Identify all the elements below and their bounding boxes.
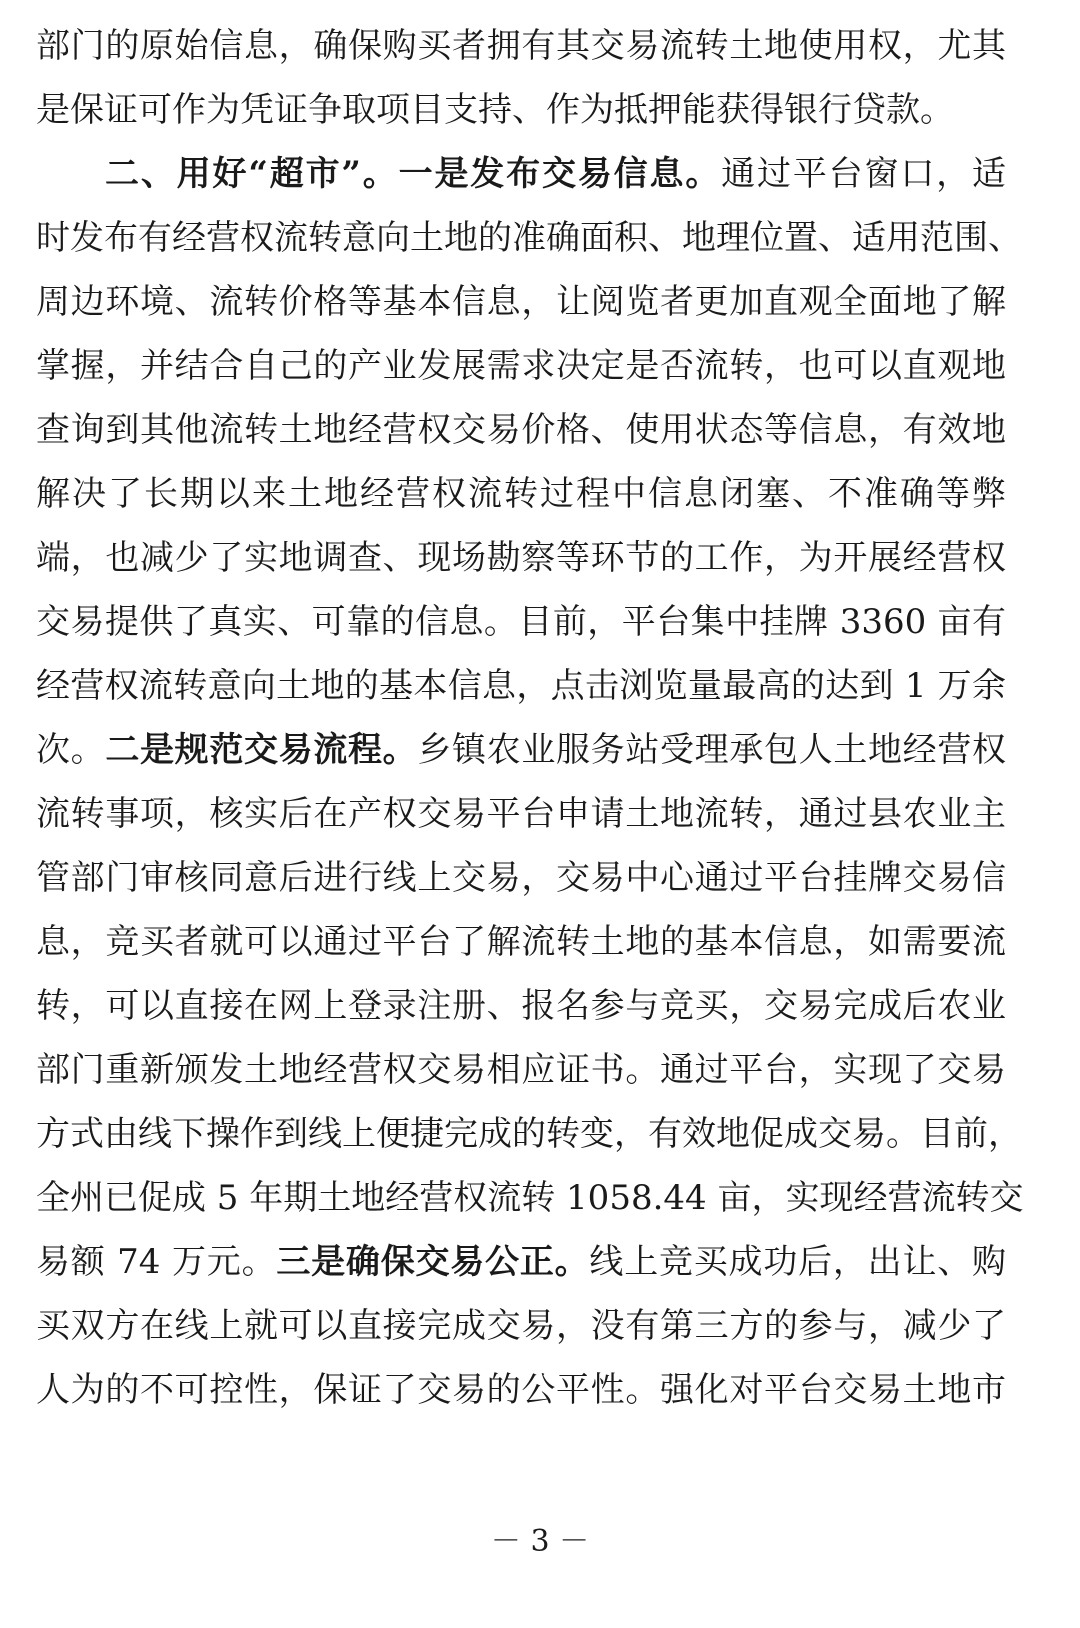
text-line: 部门的原始信息，确保购买者拥有其交易流转土地使用权，尤其	[36, 26, 1006, 66]
text-line: 时发布有经营权流转意向土地的准确面积、地理位置、适用范围、	[36, 218, 1022, 258]
text-run: 通过平台窗口，适	[721, 154, 1007, 194]
text-line: 经营权流转意向土地的基本信息，点击浏览量最高的达到 1 万余	[36, 666, 1006, 706]
text-line: 查询到其他流转土地经营权交易价格、使用状态等信息，有效地	[36, 410, 1006, 450]
text-line: 息，竞买者就可以通过平台了解流转土地的基本信息，如需要流	[36, 922, 1006, 962]
bold-lead: 三是确保交易公正。	[276, 1242, 590, 1282]
text-line: 转，可以直接在网上登录注册、报名参与竞买，交易完成后农业	[36, 986, 1006, 1026]
section-heading: 二、用好“超市”。	[105, 154, 399, 194]
text-run: 乡镇农业服务站受理承包人土地经营权	[417, 730, 1007, 770]
text-run: 易额 74 万元。	[36, 1242, 277, 1282]
text-line: 周边环境、流转价格等基本信息，让阅览者更加直观全面地了解	[36, 282, 1006, 322]
text-line	[36, 1230, 1006, 1294]
text-line: 掌握，并结合自己的产业发展需求决定是否流转，也可以直观地	[36, 346, 1006, 386]
bold-lead: 一是发布交易信息。	[398, 154, 722, 194]
text-line: 是保证可作为凭证争取项目支持、作为抵押能获得银行贷款。	[36, 90, 954, 130]
text-run: 线上竞买成功后，出让、购	[589, 1242, 1007, 1282]
page-number: － 3 －	[490, 1524, 590, 1559]
text-line: 部门重新颁发土地经营权交易相应证书。通过平台，实现了交易	[36, 1050, 1006, 1090]
section-heading-line	[105, 142, 1006, 206]
text-line: 买双方在线上就可以直接完成交易，没有第三方的参与，减少了	[36, 1306, 1006, 1346]
text-line: 全州已促成 5 年期土地经营权流转 1058.44 亩，实现经营流转交	[36, 1178, 1024, 1218]
text-line: 交易提供了真实、可靠的信息。目前，平台集中挂牌 3360 亩有	[36, 602, 1006, 642]
text-line	[36, 718, 1006, 782]
text-run: 次。	[36, 730, 106, 770]
text-line: 管部门审核同意后进行线上交易，交易中心通过平台挂牌交易信	[36, 858, 1006, 898]
text-line: 流转事项，核实后在产权交易平台申请土地流转，通过县农业主	[36, 794, 1006, 834]
text-line: 解决了长期以来土地经营权流转过程中信息闭塞、不准确等弊	[36, 474, 1006, 514]
text-line: 人为的不可控性，保证了交易的公平性。强化对平台交易土地市	[36, 1370, 1006, 1410]
text-line: 方式由线下操作到线上便捷完成的转变，有效地促成交易。目前，	[36, 1114, 1022, 1154]
text-line: 端，也减少了实地调查、现场勘察等环节的工作，为开展经营权	[36, 538, 1006, 578]
bold-lead: 二是规范交易流程。	[105, 730, 418, 770]
